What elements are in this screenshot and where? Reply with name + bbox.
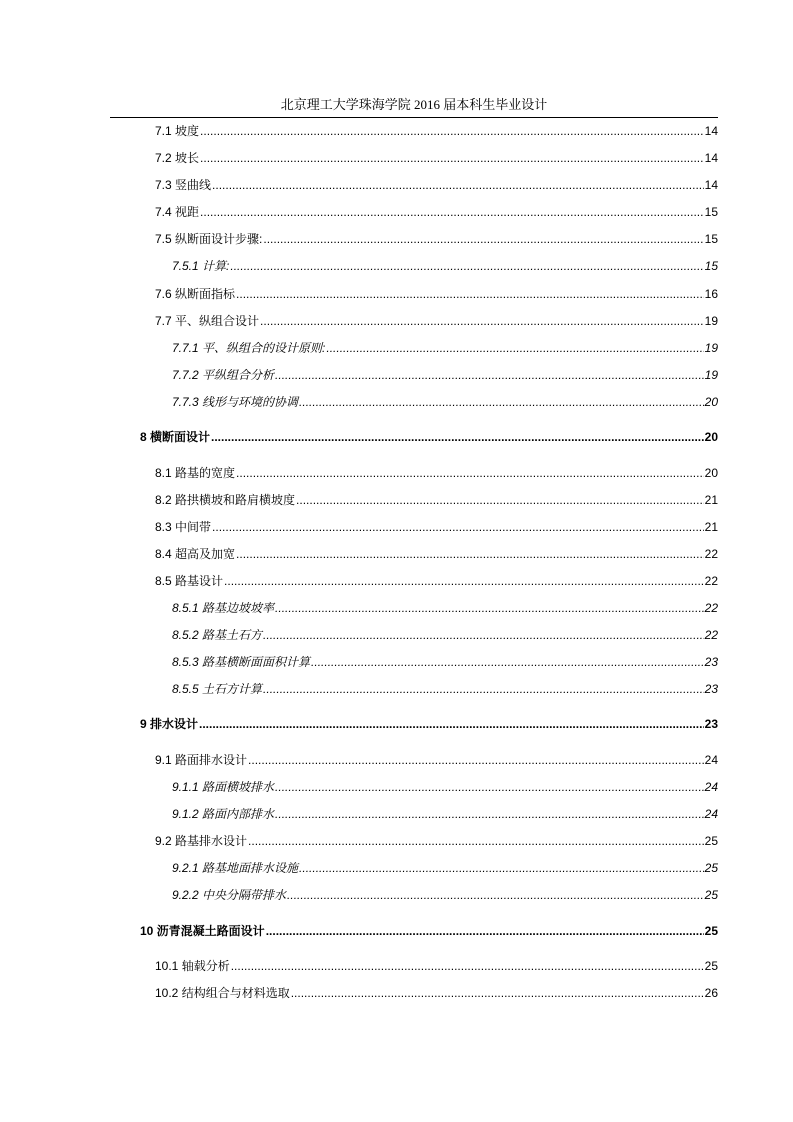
toc-entry-page: 22 bbox=[704, 601, 718, 615]
toc-entry-page: 25 bbox=[704, 861, 718, 875]
toc-entry-label: 9.2.1 路基地面排水设施 bbox=[172, 861, 299, 875]
toc-entry-label: 7.7.1 平、纵组合的设计原则: bbox=[172, 341, 326, 355]
toc-entry[interactable] bbox=[172, 340, 718, 356]
toc-entry-label: 9.1.1 路面横坡排水 bbox=[172, 780, 275, 794]
dot-leader bbox=[263, 231, 703, 247]
dot-leader bbox=[236, 286, 704, 302]
toc-entry-page: 20 bbox=[704, 430, 718, 444]
toc-entry-label: 7.5.1 计算: bbox=[172, 259, 230, 273]
toc-entry-label: 9.1 路面排水设计 bbox=[155, 753, 248, 767]
toc-entry-page: 26 bbox=[704, 986, 718, 1000]
toc-chapter-entry[interactable] bbox=[140, 923, 718, 939]
toc-entry-page: 23 bbox=[704, 717, 718, 731]
toc-entry-label: 7.3 竖曲线 bbox=[155, 178, 212, 192]
toc-entry[interactable] bbox=[155, 204, 718, 220]
toc-entry[interactable] bbox=[155, 546, 718, 562]
dot-leader bbox=[287, 887, 704, 903]
toc-entry-page: 25 bbox=[704, 834, 718, 848]
dot-leader bbox=[211, 429, 704, 445]
dot-leader bbox=[199, 716, 704, 732]
toc-entry-page: 19 bbox=[704, 314, 718, 328]
toc-entry[interactable] bbox=[172, 394, 718, 410]
toc-entry-label: 8.5 路基设计 bbox=[155, 574, 224, 588]
toc-entry-page: 21 bbox=[704, 493, 718, 507]
dot-leader bbox=[212, 519, 704, 535]
toc-entry[interactable] bbox=[155, 177, 718, 193]
toc-entry-page: 16 bbox=[704, 287, 718, 301]
toc-entry[interactable] bbox=[155, 833, 718, 849]
toc-entry-page: 14 bbox=[704, 178, 718, 192]
toc-entry-label: 9.2.2 中央分隔带排水 bbox=[172, 888, 287, 902]
toc-entry-page: 25 bbox=[704, 888, 718, 902]
toc-entry[interactable] bbox=[172, 779, 718, 795]
toc-entry-page: 23 bbox=[704, 655, 718, 669]
dot-leader bbox=[299, 860, 704, 876]
toc-entry-label: 7.1 坡度 bbox=[155, 124, 200, 138]
dot-leader bbox=[296, 492, 704, 508]
toc-entry-page: 20 bbox=[704, 395, 718, 409]
toc-entry-label: 8.5.1 路基边坡坡率 bbox=[172, 601, 275, 615]
dot-leader bbox=[299, 394, 704, 410]
toc-entry-page: 19 bbox=[704, 368, 718, 382]
toc-entry-label: 7.2 坡长 bbox=[155, 151, 200, 165]
toc-entry[interactable] bbox=[155, 519, 718, 535]
toc-entry-page: 24 bbox=[704, 780, 718, 794]
toc-entry-label: 8.4 超高及加宽 bbox=[155, 547, 236, 561]
toc-entry-label: 8.5.2 路基土石方 bbox=[172, 628, 263, 642]
toc-entry-page: 14 bbox=[704, 151, 718, 165]
toc-entry-label: 7.6 纵断面指标 bbox=[155, 287, 236, 301]
toc-entry[interactable] bbox=[155, 231, 718, 247]
toc-entry-label: 8.1 路基的宽度 bbox=[155, 466, 236, 480]
toc-entry[interactable] bbox=[172, 367, 718, 383]
toc-entry-page: 22 bbox=[704, 574, 718, 588]
dot-leader bbox=[263, 681, 704, 697]
toc-entry-page: 25 bbox=[704, 924, 718, 938]
toc-entry-page: 24 bbox=[704, 753, 718, 767]
dot-leader bbox=[230, 258, 703, 274]
dot-leader bbox=[200, 123, 704, 139]
toc-entry-page: 21 bbox=[704, 520, 718, 534]
toc-entry-page: 15 bbox=[704, 232, 718, 246]
toc-entry-page: 22 bbox=[704, 547, 718, 561]
toc-entry-page: 15 bbox=[704, 205, 718, 219]
toc-entry-label: 8 横断面设计 bbox=[140, 430, 211, 444]
toc-entry-page: 24 bbox=[704, 807, 718, 821]
toc-entry[interactable] bbox=[172, 600, 718, 616]
toc-entry[interactable] bbox=[172, 860, 718, 876]
toc-entry-page: 14 bbox=[704, 124, 718, 138]
dot-leader bbox=[311, 654, 704, 670]
toc-entry-label: 7.4 视距 bbox=[155, 205, 200, 219]
page-header-title: 北京理工大学珠海学院 2016 届本科生毕业设计 bbox=[280, 97, 548, 112]
toc-entry-label: 10 沥青混凝土路面设计 bbox=[140, 924, 265, 938]
toc-entry-label: 8.2 路拱横坡和路肩横坡度 bbox=[155, 493, 296, 507]
toc-entry-label: 7.7 平、纵组合设计 bbox=[155, 314, 260, 328]
toc-chapter-entry[interactable] bbox=[140, 716, 718, 732]
toc-entry[interactable] bbox=[172, 681, 718, 697]
dot-leader bbox=[231, 958, 704, 974]
toc-entry[interactable] bbox=[155, 150, 718, 166]
toc-entry-page: 20 bbox=[704, 466, 718, 480]
dot-leader bbox=[326, 340, 703, 356]
toc-entry[interactable] bbox=[155, 492, 718, 508]
toc-entry[interactable] bbox=[172, 806, 718, 822]
toc-entry-label: 10.1 轴载分析 bbox=[155, 959, 230, 973]
toc-entry-page: 19 bbox=[704, 341, 718, 355]
toc-entry-label: 9.2 路基排水设计 bbox=[155, 834, 248, 848]
toc-entry[interactable] bbox=[155, 286, 718, 302]
dot-leader bbox=[236, 465, 704, 481]
dot-leader bbox=[236, 546, 704, 562]
toc-entry[interactable] bbox=[155, 958, 718, 974]
dot-leader bbox=[200, 150, 704, 166]
dot-leader bbox=[263, 627, 704, 643]
toc-entry[interactable] bbox=[155, 573, 718, 589]
toc-entry-label: 8.5.5 土石方计算 bbox=[172, 682, 263, 696]
dot-leader bbox=[291, 985, 704, 1001]
toc-entry-label: 7.7.2 平纵组合分析 bbox=[172, 368, 275, 382]
dot-leader bbox=[275, 806, 704, 822]
toc-entry[interactable] bbox=[172, 258, 718, 274]
toc-entry[interactable] bbox=[155, 123, 718, 139]
dot-leader bbox=[275, 367, 704, 383]
toc-entry[interactable] bbox=[155, 465, 718, 481]
toc-entry-page: 23 bbox=[704, 682, 718, 696]
toc-entry-label: 8.3 中间带 bbox=[155, 520, 212, 534]
toc-entry[interactable] bbox=[155, 752, 718, 768]
toc-entry-page: 25 bbox=[704, 959, 718, 973]
toc-entry-label: 9.1.2 路面内部排水 bbox=[172, 807, 275, 821]
dot-leader bbox=[248, 833, 704, 849]
dot-leader bbox=[212, 177, 704, 193]
toc-entry[interactable] bbox=[172, 654, 718, 670]
toc-entry[interactable] bbox=[172, 887, 718, 903]
toc-entry-page: 22 bbox=[704, 628, 718, 642]
dot-leader bbox=[200, 204, 704, 220]
toc-entry[interactable] bbox=[155, 313, 718, 329]
dot-leader bbox=[275, 779, 704, 795]
toc-entry-label: 7.5 纵断面设计步骤: bbox=[155, 232, 263, 246]
dot-leader bbox=[266, 923, 704, 939]
toc-entry-label: 9 排水设计 bbox=[140, 717, 199, 731]
toc-entry-label: 7.7.3 线形与环境的协调 bbox=[172, 395, 299, 409]
dot-leader bbox=[260, 313, 704, 329]
dot-leader bbox=[224, 573, 704, 589]
toc-entry[interactable] bbox=[172, 627, 718, 643]
toc-chapter-entry[interactable] bbox=[140, 429, 718, 445]
dot-leader bbox=[248, 752, 704, 768]
dot-leader bbox=[275, 600, 704, 616]
toc-entry[interactable] bbox=[155, 985, 718, 1001]
toc-entry-label: 8.5.3 路基横断面面积计算 bbox=[172, 655, 311, 669]
toc-entry-page: 15 bbox=[704, 259, 718, 273]
toc-entry-label: 10.2 结构组合与材料选取 bbox=[155, 986, 290, 1000]
